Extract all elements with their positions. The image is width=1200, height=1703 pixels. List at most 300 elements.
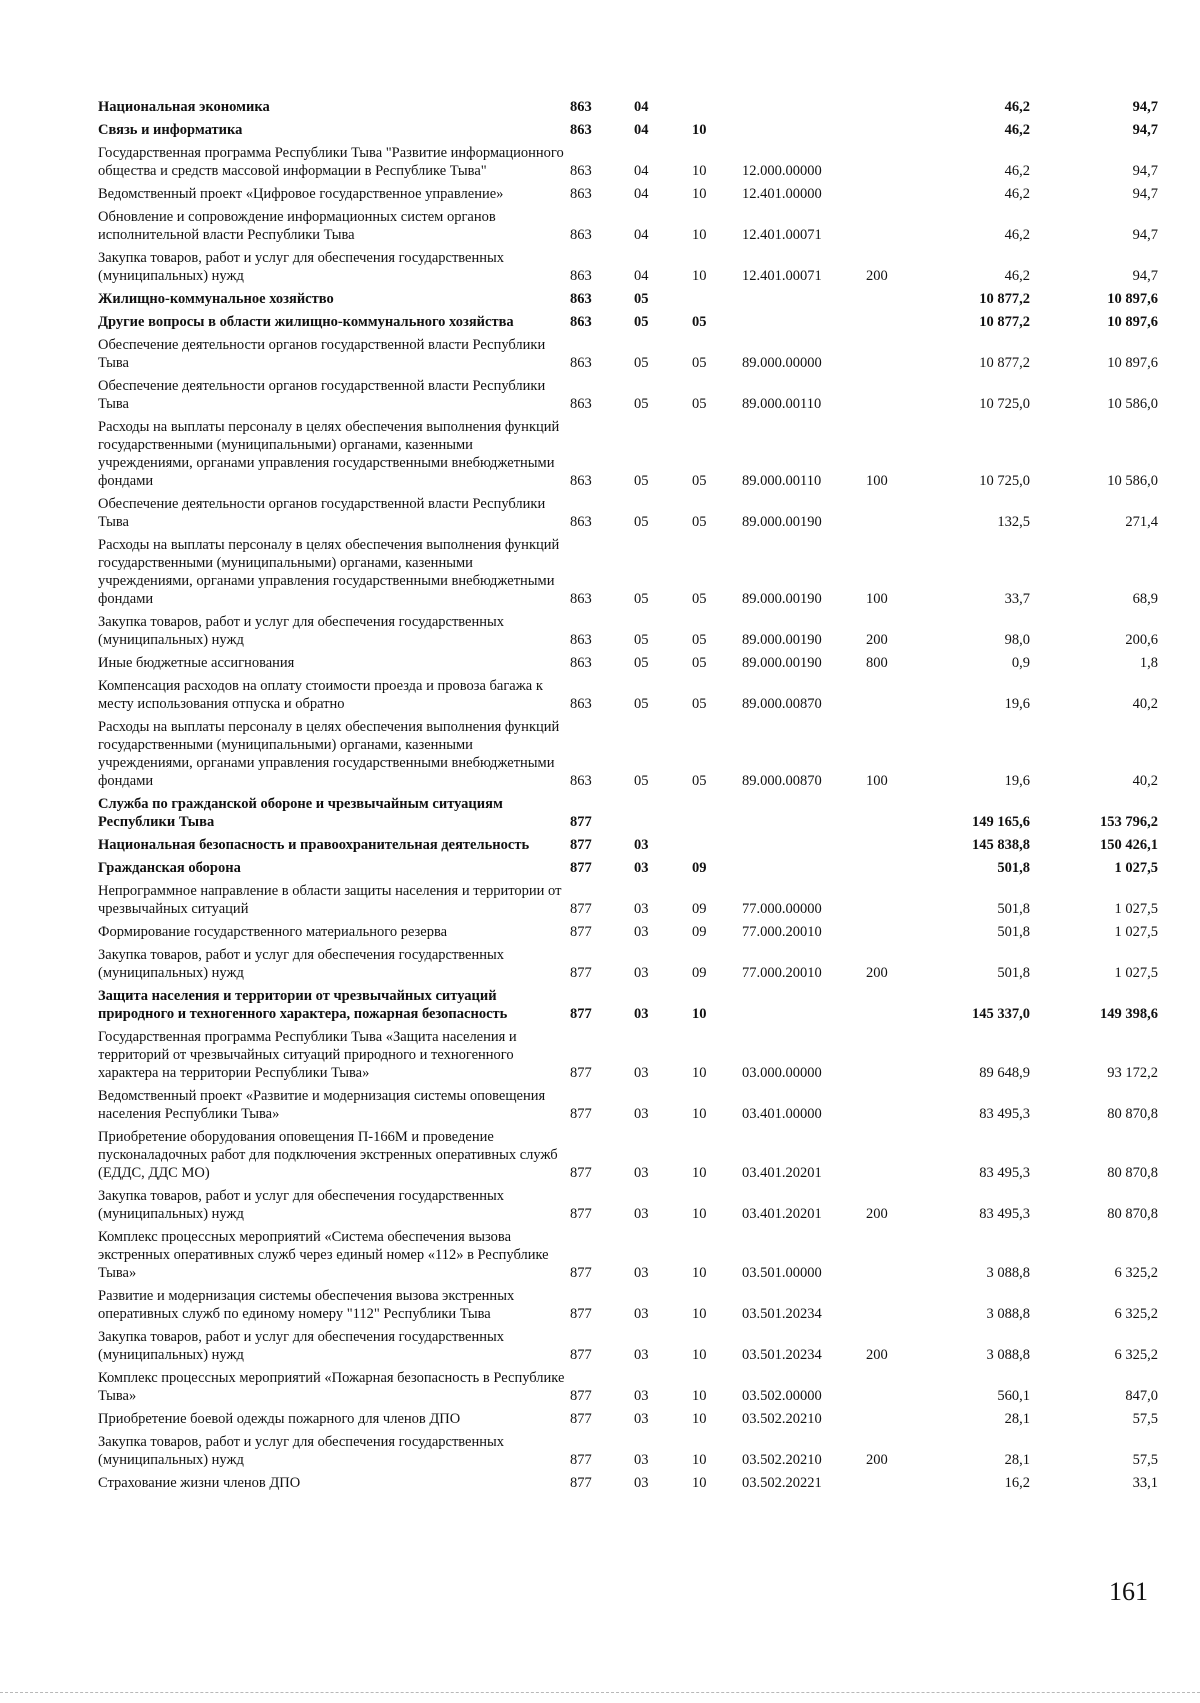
row-sum-2026: 6 325,2 [1114,1265,1158,1281]
row-name: Комплекс процессных мероприятий «Система обеспечения вызова экстренных оперативных служб через единый номер «112» в Республике Тыва» [98,1229,549,1281]
row-gr-code: 863 [570,514,592,530]
row-pr-code: 10 [692,1411,707,1427]
row-sum-2025: 98,0 [1004,632,1030,648]
row-csr-code [742,98,866,121]
table-row [98,795,1158,836]
row-sum-2026: 33,1 [1132,1475,1158,1491]
row-sum-2025: 3 088,8 [986,1306,1030,1322]
row-sum-2026: 271,4 [1125,514,1158,530]
row-gr-code: 863 [570,355,592,371]
row-gr-code: 863 [570,163,592,179]
row-rz-code: 05 [634,473,649,489]
row-sum-2025: 46,2 [1004,163,1030,179]
table-row [98,144,1158,185]
row-sum-2025: 46,2 [1004,268,1030,284]
row-vr-code: 200 [866,632,888,648]
table-row [98,718,1158,795]
row-gr-code: 863 [570,696,592,712]
row-name: Компенсация расходов на оплату стоимости проезда и провоза багажа к месту использования отпуска и обратно [98,678,543,712]
row-sum-2025: 560,1 [997,1388,1030,1404]
row-pr-code: 09 [692,924,707,940]
row-pr-code: 10 [692,1452,707,1468]
row-sum-2026: 1 027,5 [1114,965,1158,981]
row-vr-code [866,1028,938,1087]
table-row [98,290,1158,313]
row-sum-2026: 40,2 [1132,696,1158,712]
row-sum-2026: 1 027,5 [1114,901,1158,917]
row-rz-code: 05 [634,355,649,371]
row-rz-code: 05 [634,632,649,648]
row-name: Жилищно-коммунальное хозяйство [98,291,334,307]
row-name: Комплекс процессных мероприятий «Пожарная безопасность в Республике Тыва» [98,1370,565,1404]
row-csr-code: 03.401.00000 [742,1106,822,1122]
row-sum-2026: 10 586,0 [1107,473,1158,489]
row-sum-2025: 46,2 [1004,227,1030,243]
row-pr-code [692,795,742,836]
row-rz-code: 04 [634,122,649,138]
row-gr-code: 863 [570,122,592,138]
row-name: Государственная программа Республики Тыва "Развитие информационного общества и средств массовой информации в Республике Тыва" [98,145,564,179]
row-pr-code: 05 [692,355,707,371]
row-rz-code: 04 [634,227,649,243]
row-csr-code: 03.502.20210 [742,1452,822,1468]
row-csr-code: 12.401.00071 [742,268,822,284]
row-csr-code: 03.501.00000 [742,1265,822,1281]
table-row [98,1474,1158,1497]
row-name: Обновление и сопровождение информационных систем органов исполнительной власти Республики Тыва [98,209,496,243]
row-sum-2026: 94,7 [1132,163,1158,179]
row-rz-code: 03 [634,965,649,981]
row-gr-code: 877 [570,1106,592,1122]
row-sum-2026: 10 897,6 [1107,314,1158,330]
row-pr-code: 10 [692,122,707,138]
table-row [98,1328,1158,1369]
row-name: Расходы на выплаты персоналу в целях обеспечения выполнения функций государственными (муниципальными) органами, казенными учреждениями, органами управления государственными внебюджетными фондами [98,537,560,607]
row-name: Приобретение оборудования оповещения П-166М и проведение пусконаладочных работ для подключения экстренных оперативных служб (ЕДДС, ДДС МО) [98,1129,558,1181]
row-pr-code: 10 [692,1388,707,1404]
row-sum-2026: 1,8 [1139,655,1158,671]
row-name: Гражданская оборона [98,860,241,876]
row-sum-2026: 94,7 [1132,186,1158,202]
row-sum-2025: 10 877,2 [979,314,1030,330]
row-vr-code [866,1228,938,1287]
row-gr-code: 877 [570,1475,592,1491]
row-sum-2026: 200,6 [1125,632,1158,648]
row-gr-code: 863 [570,314,592,330]
row-csr-code: 89.000.00190 [742,632,822,648]
row-sum-2026: 94,7 [1132,122,1158,138]
table-row [98,98,1158,121]
row-rz-code: 05 [634,396,649,412]
row-gr-code: 877 [570,924,592,940]
row-sum-2025: 3 088,8 [986,1265,1030,1281]
row-sum-2025: 10 877,2 [979,291,1030,307]
row-name: Расходы на выплаты персоналу в целях обеспечения выполнения функций государственными (муниципальными) органами, казенными учреждениями, органами управления государственными внебюджетными фондами [98,719,560,789]
row-gr-code: 877 [570,837,592,853]
row-rz-code [634,795,692,836]
row-gr-code: 877 [570,901,592,917]
row-vr-code: 100 [866,591,888,607]
row-gr-code: 877 [570,1411,592,1427]
row-vr-code [866,313,938,336]
row-name: Развитие и модернизация системы обеспечения вызова экстренных оперативных служб по единому номеру "112" Республики Тыва [98,1288,515,1322]
row-pr-code: 10 [692,1065,707,1081]
row-vr-code [866,923,938,946]
table-row [98,1369,1158,1410]
row-name: Связь и информатика [98,122,243,138]
row-name: Обеспечение деятельности органов государственной власти Республики Тыва [98,496,546,530]
row-name: Государственная программа Республики Тыва «Защита населения и территорий от чрезвычайных ситуаций природного и техногенного характера на территории Республики Тыва» [98,1029,517,1081]
row-csr-code: 03.401.20201 [742,1206,822,1222]
row-sum-2025: 10 725,0 [979,396,1030,412]
row-name: Обеспечение деятельности органов государственной власти Республики Тыва [98,378,546,412]
row-sum-2025: 145 337,0 [972,1006,1030,1022]
page-number: 161 [1109,1577,1148,1606]
row-rz-code: 05 [634,591,649,607]
row-vr-code [866,495,938,536]
row-sum-2026: 149 398,6 [1100,1006,1158,1022]
row-sum-2026: 80 870,8 [1107,1206,1158,1222]
row-sum-2025: 501,8 [997,860,1030,876]
row-sum-2026: 1 027,5 [1114,924,1158,940]
row-sum-2026: 1 027,5 [1114,860,1158,876]
row-rz-code: 03 [634,860,649,876]
row-sum-2025: 10 877,2 [979,355,1030,371]
row-gr-code: 863 [570,632,592,648]
row-vr-code [866,1410,938,1433]
row-csr-code: 77.000.20010 [742,965,822,981]
row-vr-code [866,1087,938,1128]
table-row [98,1187,1158,1228]
row-pr-code: 09 [692,965,707,981]
row-csr-code: 89.000.00110 [742,396,822,412]
row-sum-2026: 6 325,2 [1114,1306,1158,1322]
row-rz-code: 05 [634,314,649,330]
row-sum-2025: 19,6 [1004,773,1030,789]
row-csr-code: 03.501.20234 [742,1306,822,1322]
row-rz-code: 05 [634,696,649,712]
budget-table-body [98,98,1158,1497]
row-sum-2026: 94,7 [1132,227,1158,243]
row-pr-code [692,290,742,313]
row-csr-code [742,795,866,836]
row-name: Обеспечение деятельности органов государственной власти Республики Тыва [98,337,546,371]
row-sum-2026: 94,7 [1132,99,1158,115]
table-row [98,1410,1158,1433]
row-name: Формирование государственного материального резерва [98,924,448,940]
row-csr-code: 77.000.20010 [742,924,822,940]
row-sum-2025: 89 648,9 [979,1065,1030,1081]
row-gr-code: 863 [570,473,592,489]
row-gr-code: 877 [570,1165,592,1181]
row-name: Ведомственный проект «Развитие и модернизация системы оповещения населения Республики Тыва» [98,1088,546,1122]
row-sum-2026: 80 870,8 [1107,1106,1158,1122]
row-csr-code [742,290,866,313]
table-row [98,923,1158,946]
row-sum-2025: 501,8 [997,965,1030,981]
row-csr-code: 89.000.00870 [742,696,822,712]
row-vr-code [866,185,938,208]
row-vr-code [866,377,938,418]
row-name: Защита населения и территории от чрезвычайных ситуаций природного и техногенного характера, пожарная безопасность [98,988,508,1022]
row-vr-code [866,144,938,185]
row-pr-code: 10 [692,1265,707,1281]
row-sum-2026: 80 870,8 [1107,1165,1158,1181]
row-pr-code: 10 [692,1006,707,1022]
table-row [98,677,1158,718]
row-vr-code [866,1128,938,1187]
row-sum-2025: 83 495,3 [979,1165,1030,1181]
row-sum-2026: 57,5 [1132,1411,1158,1427]
row-csr-code [742,836,866,859]
row-vr-code [866,836,938,859]
row-vr-code [866,121,938,144]
row-rz-code: 04 [634,268,649,284]
table-row [98,208,1158,249]
row-csr-code [742,987,866,1028]
row-sum-2026: 847,0 [1125,1388,1158,1404]
row-name: Ведомственный проект «Цифровое государственное управление» [98,186,504,202]
row-pr-code: 05 [692,473,707,489]
row-gr-code: 863 [570,268,592,284]
row-name: Служба по гражданской обороне и чрезвычайным ситуациям Республики Тыва [98,796,503,830]
row-name: Расходы на выплаты персоналу в целях обеспечения выполнения функций государственными (муниципальными) органами, казенными учреждениями, органами управления государственными внебюджетными фондами [98,419,560,489]
row-vr-code: 800 [866,655,888,671]
row-vr-code [866,1474,938,1497]
row-pr-code: 09 [692,860,707,876]
row-csr-code: 77.000.00000 [742,901,822,917]
row-gr-code: 877 [570,1265,592,1281]
row-csr-code: 89.000.00190 [742,591,822,607]
table-row [98,1228,1158,1287]
row-rz-code: 03 [634,1106,649,1122]
row-sum-2025: 19,6 [1004,696,1030,712]
bottom-scan-rule [0,1692,1200,1693]
row-csr-code: 03.502.00000 [742,1388,822,1404]
row-pr-code: 05 [692,591,707,607]
row-vr-code [866,859,938,882]
row-csr-code: 03.502.20221 [742,1475,822,1491]
row-pr-code: 10 [692,1475,707,1491]
table-row [98,882,1158,923]
row-vr-code: 200 [866,1452,888,1468]
row-vr-code [866,1369,938,1410]
row-sum-2025: 10 725,0 [979,473,1030,489]
row-name: Закупка товаров, работ и услуг для обеспечения государственных (муниципальных) нужд [98,1188,505,1222]
table-row [98,654,1158,677]
row-pr-code: 10 [692,1165,707,1181]
row-sum-2025: 16,2 [1004,1475,1030,1491]
row-sum-2026: 68,9 [1132,591,1158,607]
row-csr-code: 89.000.00000 [742,355,822,371]
table-row [98,249,1158,290]
row-sum-2026: 150 426,1 [1100,837,1158,853]
table-row [98,1128,1158,1187]
row-vr-code [866,98,938,121]
row-gr-code: 863 [570,591,592,607]
row-rz-code: 03 [634,1452,649,1468]
row-rz-code: 05 [634,655,649,671]
row-gr-code: 877 [570,814,592,830]
row-pr-code: 05 [692,655,707,671]
row-csr-code: 89.000.00110 [742,473,822,489]
row-vr-code: 200 [866,1206,888,1222]
row-gr-code: 863 [570,186,592,202]
table-row [98,536,1158,613]
row-sum-2026: 40,2 [1132,773,1158,789]
row-sum-2026: 6 325,2 [1114,1347,1158,1363]
table-row [98,418,1158,495]
row-gr-code: 877 [570,965,592,981]
row-sum-2026: 10 897,6 [1107,291,1158,307]
table-row [98,336,1158,377]
row-sum-2025: 46,2 [1004,99,1030,115]
row-pr-code: 10 [692,268,707,284]
row-gr-code: 877 [570,860,592,876]
row-sum-2025: 83 495,3 [979,1106,1030,1122]
row-name: Другие вопросы в области жилищно-коммунального хозяйства [98,314,514,330]
row-rz-code: 04 [634,186,649,202]
row-csr-code: 89.000.00190 [742,514,822,530]
row-rz-code: 03 [634,1006,649,1022]
row-sum-2025: 132,5 [997,514,1030,530]
row-name: Закупка товаров, работ и услуг для обеспечения государственных (муниципальных) нужд [98,250,505,284]
row-vr-code [866,987,938,1028]
row-pr-code: 05 [692,632,707,648]
row-rz-code: 03 [634,1411,649,1427]
row-sum-2026: 10 897,6 [1107,355,1158,371]
row-rz-code: 03 [634,1475,649,1491]
row-pr-code: 05 [692,514,707,530]
row-gr-code: 877 [570,1306,592,1322]
row-gr-code: 877 [570,1206,592,1222]
row-vr-code [866,795,938,836]
row-vr-code: 100 [866,473,888,489]
row-pr-code: 10 [692,227,707,243]
row-sum-2026: 93 172,2 [1107,1065,1158,1081]
row-rz-code: 03 [634,1306,649,1322]
table-row [98,121,1158,144]
row-csr-code [742,859,866,882]
row-rz-code: 03 [634,1206,649,1222]
row-pr-code: 05 [692,396,707,412]
row-csr-code: 89.000.00190 [742,655,822,671]
table-row [98,377,1158,418]
row-sum-2025: 501,8 [997,924,1030,940]
row-name: Закупка товаров, работ и услуг для обеспечения государственных (муниципальных) нужд [98,1329,505,1363]
row-sum-2025: 46,2 [1004,186,1030,202]
budget-table [98,98,1158,1497]
row-gr-code: 877 [570,1452,592,1468]
row-gr-code: 863 [570,655,592,671]
row-gr-code: 863 [570,396,592,412]
row-gr-code: 877 [570,1388,592,1404]
row-pr-code: 10 [692,1106,707,1122]
row-name: Иные бюджетные ассигнования [98,655,295,671]
row-pr-code: 05 [692,314,707,330]
row-name: Страхование жизни членов ДПО [98,1475,301,1491]
row-gr-code: 877 [570,1347,592,1363]
row-rz-code: 03 [634,924,649,940]
row-rz-code: 03 [634,1065,649,1081]
row-vr-code: 200 [866,1347,888,1363]
row-sum-2025: 149 165,6 [972,814,1030,830]
row-name: Закупка товаров, работ и услуг для обеспечения государственных (муниципальных) нужд [98,614,505,648]
row-csr-code: 89.000.00870 [742,773,822,789]
row-csr-code: 12.000.00000 [742,163,822,179]
row-gr-code: 863 [570,227,592,243]
row-pr-code: 05 [692,696,707,712]
row-pr-code: 10 [692,1206,707,1222]
table-row [98,987,1158,1028]
row-csr-code [742,121,866,144]
row-vr-code [866,208,938,249]
table-row [98,185,1158,208]
row-rz-code: 03 [634,1265,649,1281]
row-sum-2026: 94,7 [1132,268,1158,284]
table-row [98,946,1158,987]
row-rz-code: 03 [634,1388,649,1404]
row-vr-code [866,336,938,377]
row-sum-2025: 28,1 [1004,1452,1030,1468]
row-sum-2025: 145 838,8 [972,837,1030,853]
row-csr-code: 12.401.00071 [742,227,822,243]
row-pr-code: 10 [692,186,707,202]
row-csr-code [742,313,866,336]
row-csr-code: 03.401.20201 [742,1165,822,1181]
row-rz-code: 03 [634,1165,649,1181]
row-pr-code: 10 [692,1347,707,1363]
row-name: Закупка товаров, работ и услуг для обеспечения государственных (муниципальных) нужд [98,1434,505,1468]
row-sum-2026: 57,5 [1132,1452,1158,1468]
table-row [98,1287,1158,1328]
table-row [98,836,1158,859]
row-rz-code: 03 [634,1347,649,1363]
row-name: Национальная безопасность и правоохранительная деятельность [98,837,530,853]
row-rz-code: 03 [634,837,649,853]
row-name: Приобретение боевой одежды пожарного для членов ДПО [98,1411,461,1427]
row-sum-2025: 33,7 [1004,591,1030,607]
row-pr-code: 10 [692,163,707,179]
row-gr-code: 877 [570,1065,592,1081]
row-csr-code: 03.502.20210 [742,1411,822,1427]
row-pr-code [692,836,742,859]
row-rz-code: 05 [634,514,649,530]
table-row [98,1087,1158,1128]
row-vr-code [866,290,938,313]
table-row [98,495,1158,536]
row-name: Закупка товаров, работ и услуг для обеспечения государственных (муниципальных) нужд [98,947,505,981]
row-pr-code [692,98,742,121]
row-vr-code: 200 [866,965,888,981]
row-pr-code: 10 [692,1306,707,1322]
row-gr-code: 863 [570,773,592,789]
row-pr-code: 09 [692,901,707,917]
row-gr-code: 863 [570,291,592,307]
row-sum-2025: 83 495,3 [979,1206,1030,1222]
row-sum-2026: 10 586,0 [1107,396,1158,412]
row-vr-code: 100 [866,773,888,789]
row-gr-code: 877 [570,1006,592,1022]
row-sum-2025: 3 088,8 [986,1347,1030,1363]
row-vr-code [866,1287,938,1328]
row-rz-code: 05 [634,291,649,307]
row-rz-code: 03 [634,901,649,917]
table-row [98,613,1158,654]
row-rz-code: 05 [634,773,649,789]
row-pr-code: 05 [692,773,707,789]
row-name: Непрограммное направление в области защиты населения и территории от чрезвычайных ситуаций [98,883,562,917]
